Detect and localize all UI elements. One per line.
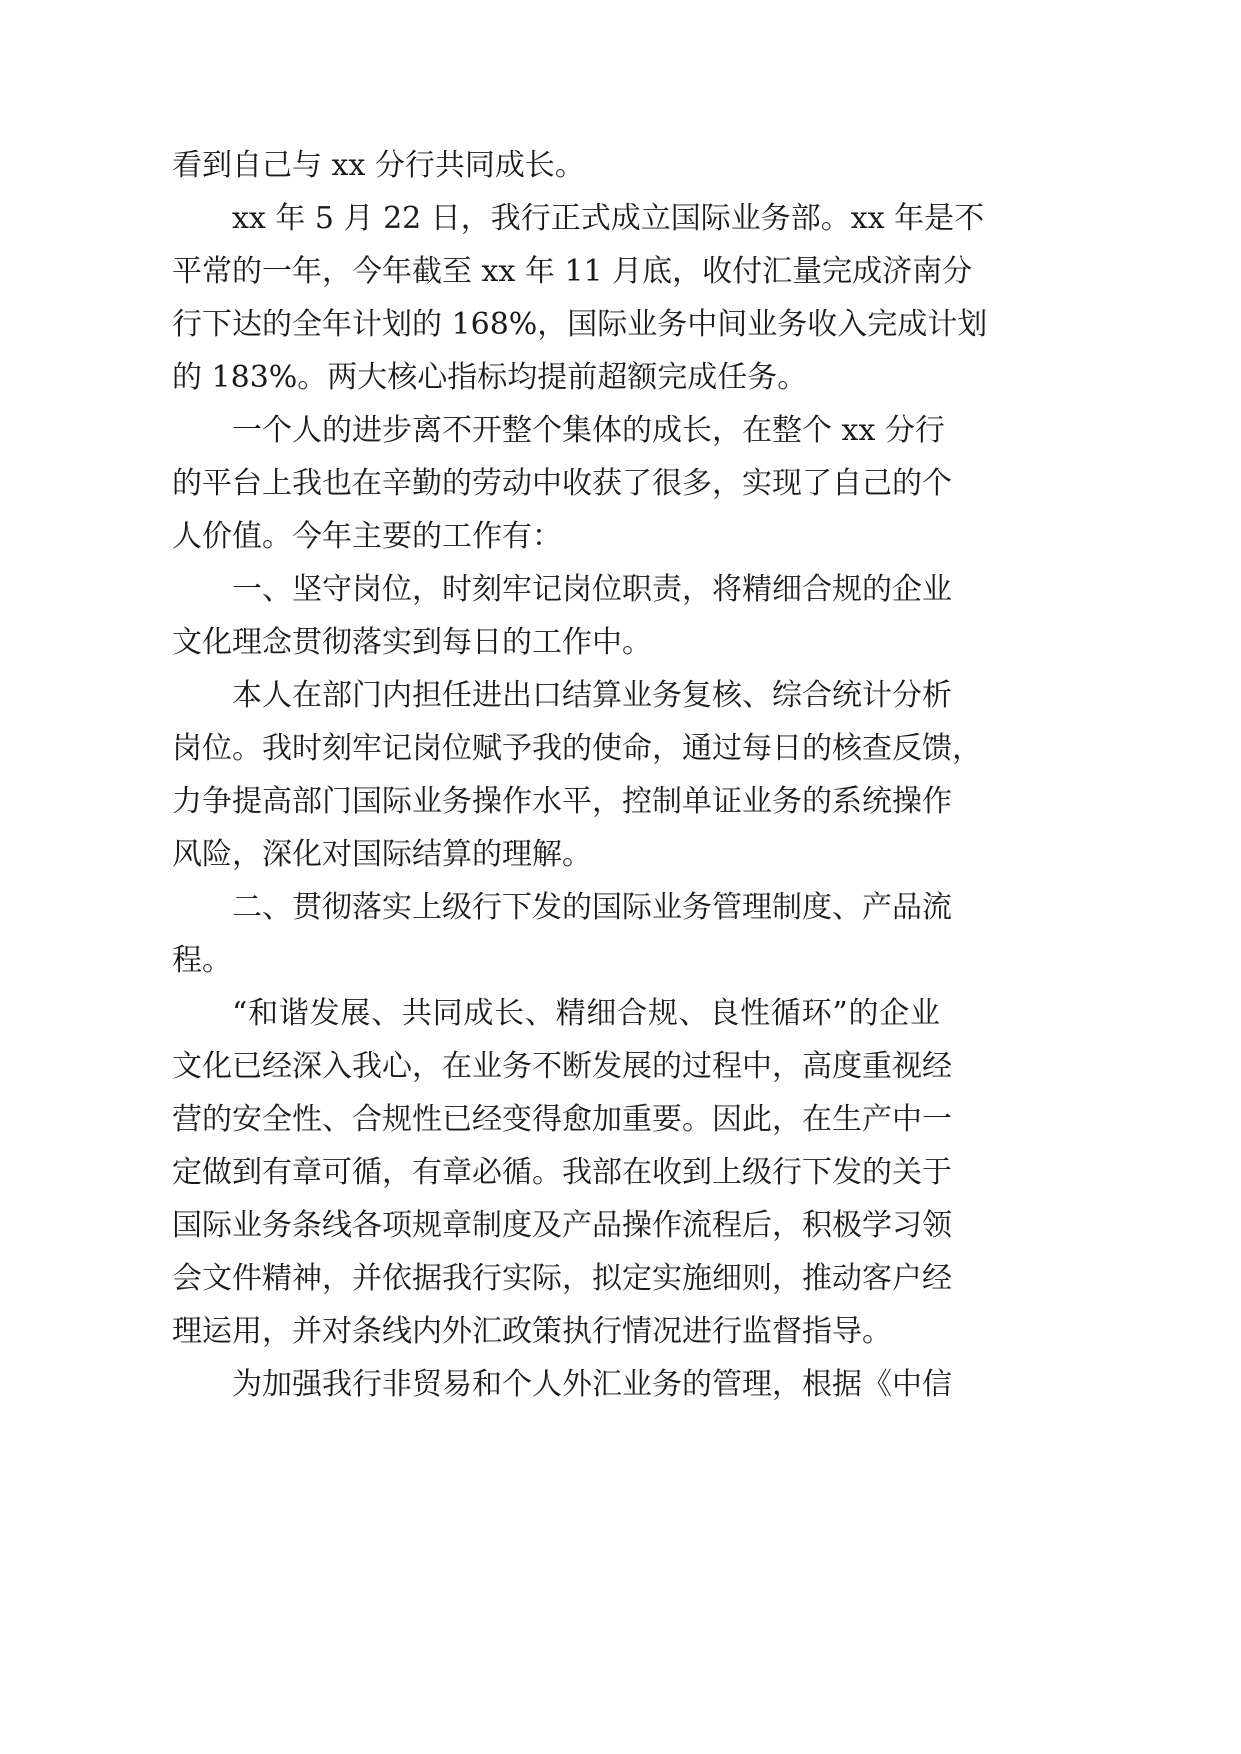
text-line: 看到自己与 xx 分行共同成长。 (172, 148, 585, 183)
text-line: 平常的一年，今年截至 xx 年 11 月底，收付汇量完成济南分 (172, 254, 973, 289)
text-line: 定做到有章可循，有章必循。我部在收到上级行下发的关于 (172, 1155, 952, 1190)
text-line: 会文件精神，并依据我行实际，拟定实施细则，推动客户经 (172, 1261, 952, 1296)
text-line: 人价值。今年主要的工作有： (172, 519, 562, 554)
text-line: 的 183%。两大核心指标均提前超额完成任务。 (172, 360, 808, 395)
text-line: 一个人的进步离不开整个集体的成长，在整个 xx 分行 (232, 413, 945, 448)
text-line: 行下达的全年计划的 168%，国际业务中间业务收入完成计划 (172, 307, 988, 342)
text-line: 岗位。我时刻牢记岗位赋予我的使命，通过每日的核查反馈， (172, 731, 982, 766)
text-line: 的平台上我也在辛勤的劳动中收获了很多，实现了自己的个 (172, 466, 952, 501)
text-line: “和谐发展、共同成长、精细合规、良性循环”的企业 (232, 996, 940, 1031)
text-line: 本人在部门内担任进出口结算业务复核、综合统计分析 (232, 678, 952, 713)
text-line: 力争提高部门国际业务操作水平，控制单证业务的系统操作 (172, 784, 952, 819)
text-line: xx 年 5 月 22 日，我行正式成立国际业务部。xx 年是不 (232, 201, 985, 236)
text-line: 一、坚守岗位，时刻牢记岗位职责，将精细合规的企业 (232, 572, 952, 607)
text-line: 二、贯彻落实上级行下发的国际业务管理制度、产品流 (232, 890, 952, 925)
text-line: 国际业务条线各项规章制度及产品操作流程后，积极学习领 (172, 1208, 952, 1243)
text-line: 风险，深化对国际结算的理解。 (172, 837, 592, 872)
text-line: 营的安全性、合规性已经变得愈加重要。因此，在生产中一 (172, 1102, 952, 1137)
text-line: 理运用，并对条线内外汇政策执行情况进行监督指导。 (172, 1314, 892, 1349)
text-line: 文化已经深入我心，在业务不断发展的过程中，高度重视经 (172, 1049, 952, 1084)
text-line: 文化理念贯彻落实到每日的工作中。 (172, 625, 652, 660)
text-line: 程。 (172, 943, 232, 978)
text-line: 为加强我行非贸易和个人外汇业务的管理，根据《中信 (232, 1367, 952, 1402)
